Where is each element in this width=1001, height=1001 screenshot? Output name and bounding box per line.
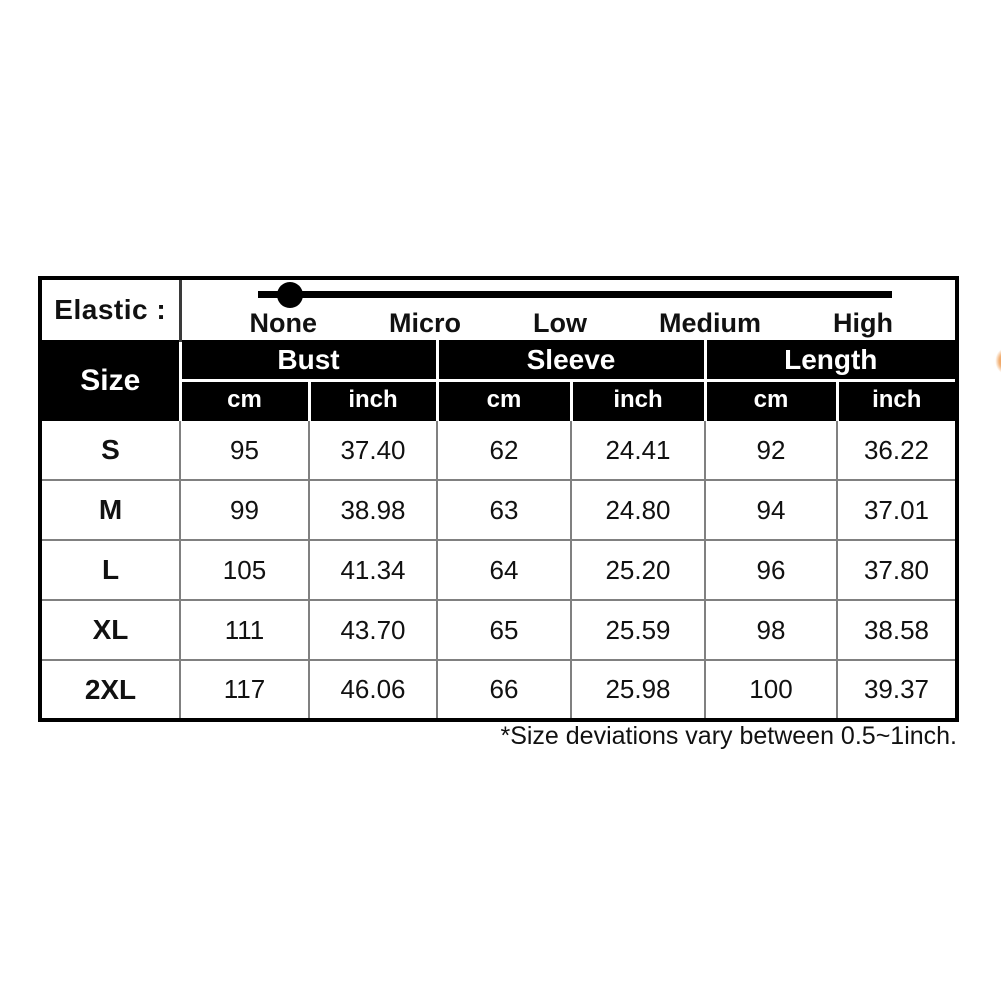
elastic-level-none: None (249, 308, 317, 338)
elastic-row (40, 278, 957, 341)
length-inch-cell: 37.01 (837, 480, 957, 540)
table-row-2xl (40, 660, 957, 720)
elastic-slider-track[interactable] (258, 291, 892, 298)
sleeve-cm-cell: 64 (437, 540, 571, 600)
table-row-xl (40, 600, 957, 660)
length-cm-header: cm (705, 380, 837, 420)
size-chart-table (38, 276, 959, 722)
bust-cm-header: cm (180, 380, 309, 420)
size-column-header: Size (40, 341, 180, 420)
length-inch-cell: 39.37 (837, 660, 957, 720)
sleeve-inch-cell: 25.98 (571, 660, 705, 720)
bust-inch-cell: 41.34 (309, 540, 437, 600)
bust-inch-cell: 43.70 (309, 600, 437, 660)
sleeve-inch-cell: 24.41 (571, 420, 705, 480)
length-cm-cell: 94 (705, 480, 837, 540)
table-row-m (40, 480, 957, 540)
elastic-level-low: Low (532, 308, 587, 338)
sleeve-cm-cell: 65 (437, 600, 571, 660)
length-cm-cell: 92 (705, 420, 837, 480)
sleeve-inch-cell: 25.59 (571, 600, 705, 660)
length-group-header: Length (705, 341, 957, 380)
bust-cm-cell: 105 (180, 540, 309, 600)
table-row-s (40, 420, 957, 480)
length-cm-cell: 98 (705, 600, 837, 660)
bust-inch-cell: 38.98 (309, 480, 437, 540)
elastic-level-micro: Micro (388, 308, 461, 338)
size-deviation-footnote: *Size deviations vary between 0.5~1inch. (500, 722, 957, 750)
length-cm-cell: 100 (705, 660, 837, 720)
size-cell: 2XL (40, 660, 180, 720)
header-group-row (40, 341, 957, 380)
size-cell: S (40, 420, 180, 480)
bust-cm-cell: 111 (180, 600, 309, 660)
sleeve-inch-cell: 25.20 (571, 540, 705, 600)
bust-group-header: Bust (180, 341, 437, 380)
bust-inch-cell: 46.06 (309, 660, 437, 720)
elastic-slider-cell (180, 278, 957, 341)
size-cell: XL (40, 600, 180, 660)
bust-cm-cell: 117 (180, 660, 309, 720)
cropped-orange-blob (988, 342, 1001, 380)
sleeve-cm-cell: 63 (437, 480, 571, 540)
length-inch-cell: 36.22 (837, 420, 957, 480)
elastic-level-medium: Medium (658, 308, 761, 338)
bust-inch-header: inch (309, 380, 437, 420)
elastic-slider-handle-icon[interactable] (277, 282, 303, 308)
bust-cm-cell: 95 (180, 420, 309, 480)
sleeve-cm-header: cm (437, 380, 571, 420)
length-inch-header: inch (837, 380, 957, 420)
elastic-level-labels (250, 310, 894, 337)
length-cm-cell: 96 (705, 540, 837, 600)
sleeve-inch-header: inch (571, 380, 705, 420)
length-inch-cell: 38.58 (837, 600, 957, 660)
sleeve-group-header: Sleeve (437, 341, 705, 380)
length-inch-cell: 37.80 (837, 540, 957, 600)
sleeve-cm-cell: 62 (437, 420, 571, 480)
table-row-l (40, 540, 957, 600)
size-cell: L (40, 540, 180, 600)
sleeve-inch-cell: 24.80 (571, 480, 705, 540)
sleeve-cm-cell: 66 (437, 660, 571, 720)
elastic-level-high: High (832, 308, 893, 338)
elastic-label: Elastic : (40, 278, 180, 341)
size-cell: M (40, 480, 180, 540)
elastic-slider (182, 280, 956, 340)
bust-inch-cell: 37.40 (309, 420, 437, 480)
bust-cm-cell: 99 (180, 480, 309, 540)
